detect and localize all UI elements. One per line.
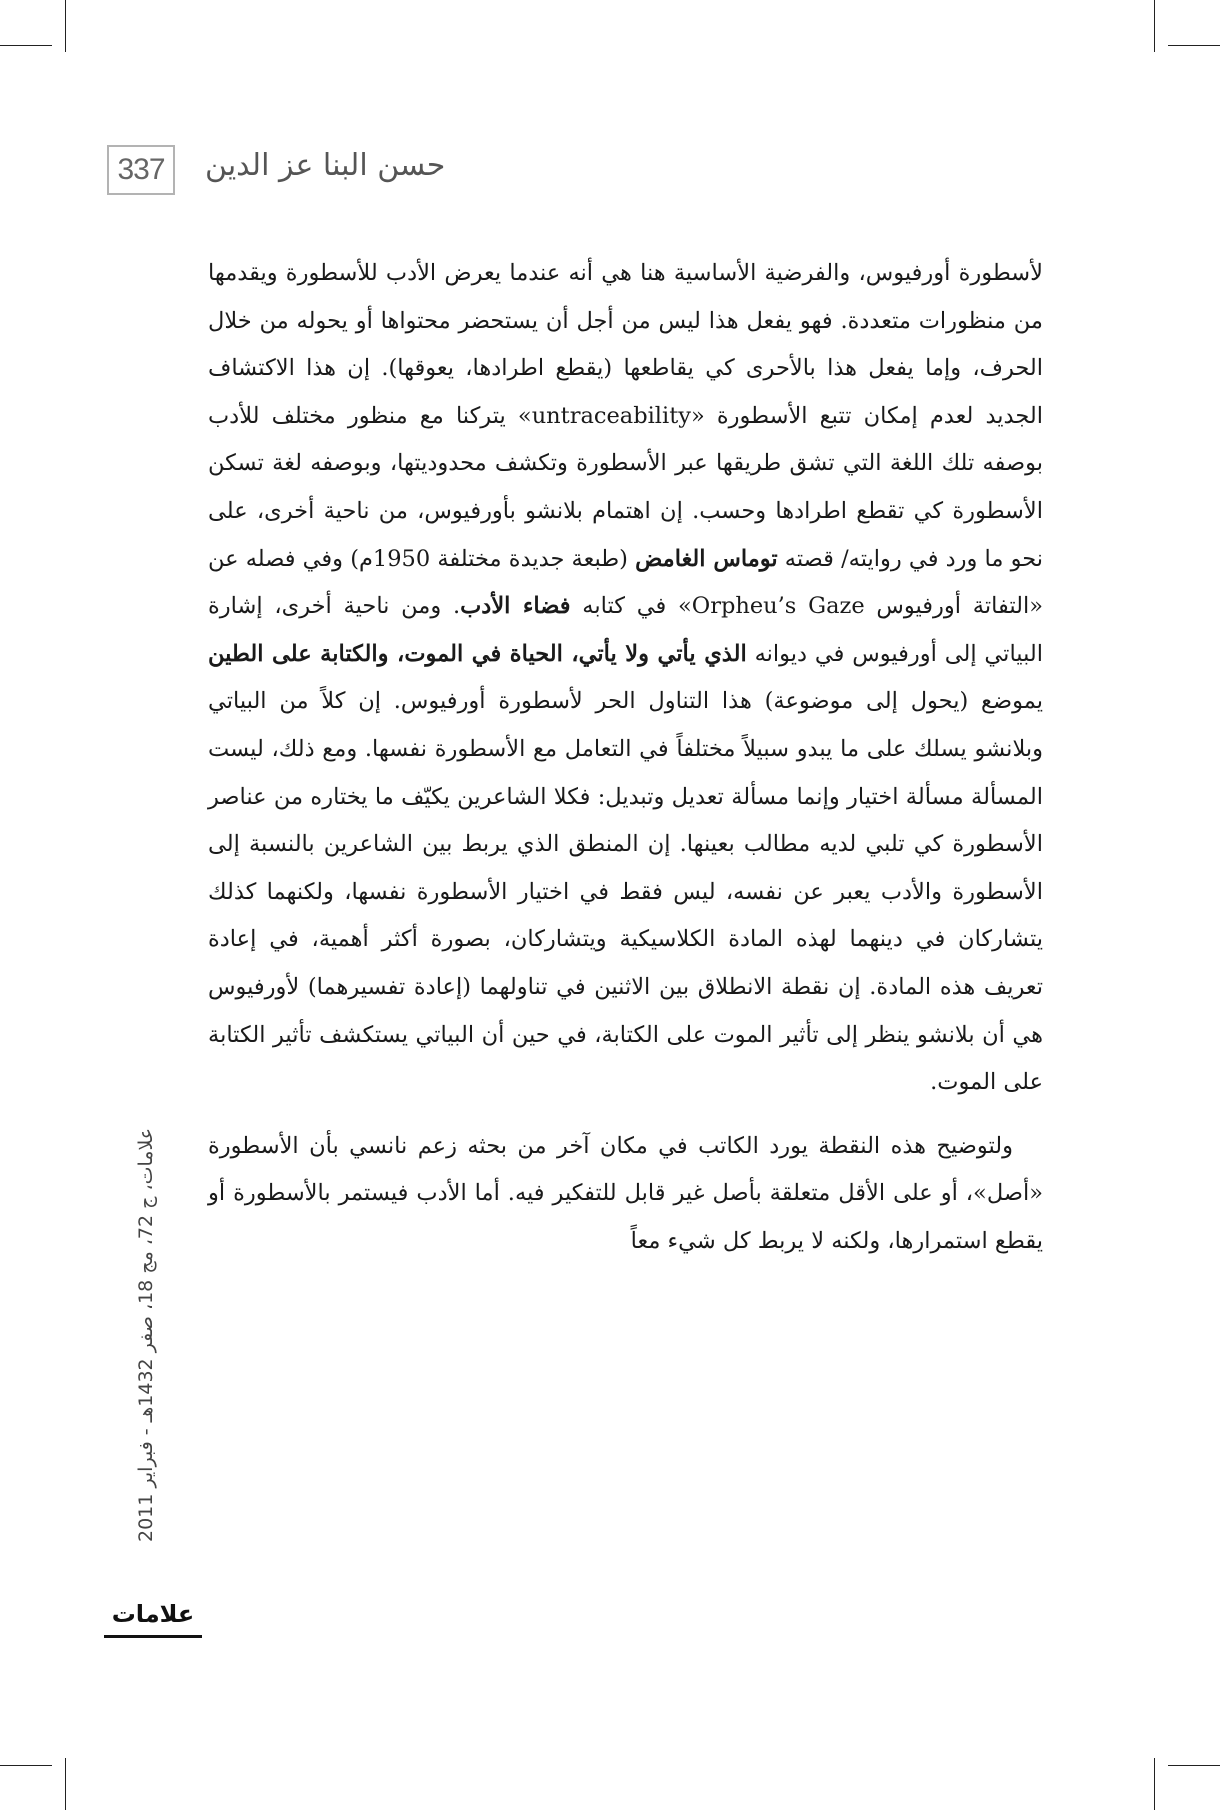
crop-mark-top-left-h <box>0 45 52 46</box>
crop-mark-top-right-h <box>1168 45 1220 46</box>
crop-mark-top-left <box>65 0 66 52</box>
paragraph-1-part-2: » يتركنا مع منظور مختلف للأدب بوصفه تلك اللغة التي تشق طريقها عبر الأسطورة وتكشف محدوديتها، وبوصفه لغة تسكن الأسطورة كي تقطع اطرادها وحسب. إن اهتمام بلانشو بأورفيوس، من ناحية أخرى، على نحو ما ورد في روايته/ قصته <box>208 402 1044 572</box>
crop-mark-bottom-right-h <box>1168 1765 1220 1766</box>
paragraph-1-part-5: . ومن ناحية أخرى، إشارة البياتي إلى أورفيوس في ديوانه <box>208 593 1043 667</box>
paragraph-1-part-1: لأسطورة أورفيوس، والفرضية الأساسية هنا هي أنه عندما يعرض الأدب للأسطورة ويقدمها من منظورات متعددة. فهو يفعل هذا ليس من أجل أن يستحضر محتواها أو يحوله من خلال الحرف، وإما يفعل هذا بالأحرى كي يقاطعها (يقطع اطرادها، يعوقها). إن هذا الاكتشاف الجديد لعدم إمكان تتبع الأسطورة « <box>208 260 1043 429</box>
paragraph-1-part-4: » في كتابه <box>570 593 692 620</box>
book-title-thomas: توماس الغامض <box>635 545 778 572</box>
journal-logo <box>100 1598 206 1638</box>
journal-logo-text: علامات <box>111 1600 195 1628</box>
crop-mark-bottom-left-h <box>0 1765 52 1766</box>
journal-info: علامات، ج 72، مج 18، صفر 1432هـ - فبراير 2011 <box>135 1127 157 1543</box>
book-title-space-of-literature: فضاء الأدب <box>460 593 571 620</box>
latin-term-orpheus-gaze: Orpheu’s Gaze <box>691 593 865 620</box>
paragraph-1-part-3: (طبعة جديدة مختلفة 1950م) وفي فصله عن «التفاتة أورفيوس <box>208 545 1043 620</box>
article-text <box>208 250 1043 1265</box>
page-number: 337 <box>107 145 175 195</box>
paragraph-1 <box>208 250 1043 1107</box>
paragraph-2: ولتوضيح هذه النقطة يورد الكاتب في مكان آخر من بحثه زعم نانسي بأن الأسطورة «أصل»، أو على الأقل متعلقة بأصل غير قابل للتفكير فيه. أما الأدب فيستمر بالأسطورة أو يقطع استمرارها، ولكنه لا يربط كل شيء معاً <box>208 1132 1043 1254</box>
crop-mark-bottom-left <box>65 1758 66 1810</box>
paragraph-1-part-6: يموضع (يحول إلى موضوعة) هذا التناول الحر لأسطورة أورفيوس. إن كلاً من البياتي وبلانشو يسلك على ما يبدو سبيلاً مختلفاً في التعامل مع الأسطورة نفسها. ومع ذلك، ليست المسألة مسألة اختيار وإنما مسألة تعديل وتبديل: فكلا الشاعرين يكيّف ما يختاره من عناصر الأسطورة كي تلبي لديه مطالب بعينها. إن المنطق الذي يربط بين الشاعرين بالنسبة إلى الأسطورة والأدب يعبر عن نفسه، ليس فقط في اختيار الأسطورة نفسها، ولكنهما كذلك يتشاركان في دينهما لهذه المادة الكلاسيكية ويتشاركان، بصورة أكثر أهمية، في إعادة تعريف هذه المادة. إن نقطة الانطلاق بين الاثنين في تناولهما (إعادة تفسيرهما) لأورفيوس هي أن بلانشو ينظر إلى تأثير الموت على الكتابة، في حين أن البياتي يستكشف تأثير الكتابة على الموت. <box>208 688 1043 1096</box>
crop-mark-top-right <box>1154 0 1155 52</box>
book-title-bayati-diwan: الذي يأتي ولا يأتي، الحياة في الموت، والكتابة على الطين <box>208 640 747 667</box>
running-title: حسن البنا عز الدين <box>205 148 446 183</box>
logo-underline <box>104 1635 202 1638</box>
crop-mark-bottom-right <box>1154 1758 1155 1810</box>
latin-term-untraceability: untraceability <box>531 402 691 429</box>
